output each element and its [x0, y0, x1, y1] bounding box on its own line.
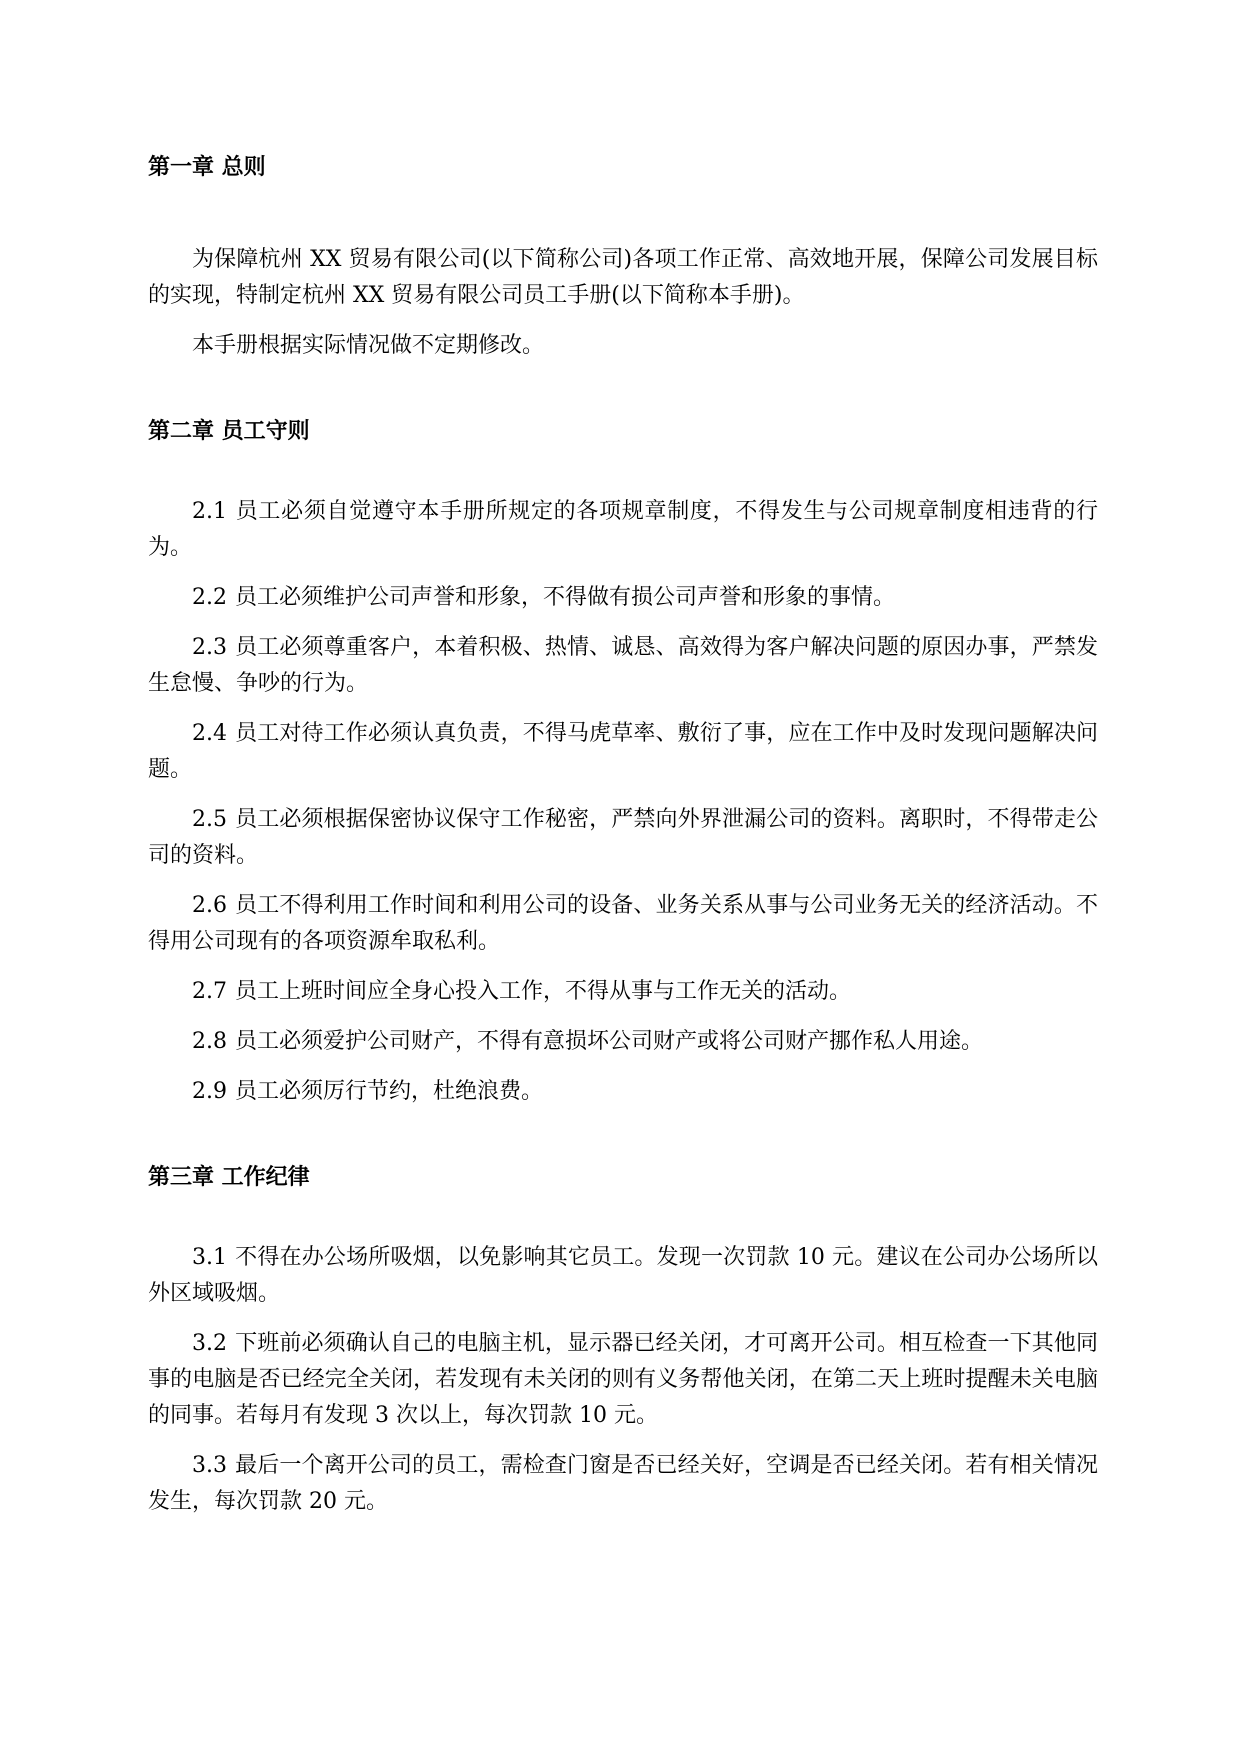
rule-number: 2.4	[192, 721, 227, 746]
document-page	[148, 150, 1098, 1520]
rule-number: 2.5	[192, 807, 227, 832]
rule-number: 2.1	[192, 499, 227, 524]
rule-text: 员工必须爱护公司财产，不得有意损坏公司财产或将公司财产挪作私人用途。	[235, 1029, 984, 1054]
rule-item	[148, 1326, 1098, 1434]
rule-text: 员工不得利用工作时间和利用公司的设备、业务关系从事与公司业务无关的经济活动。不得用公司现有的各项资源牟取私利。	[148, 893, 1098, 954]
rule-item	[148, 716, 1098, 788]
rule-number: 2.7	[192, 979, 227, 1004]
rule-text: 最后一个离开公司的员工，需检查门窗是否已经关好，空调是否已经关闭。若有相关情况发生，每次罚款 20 元。	[148, 1453, 1098, 1514]
rule-item	[148, 1240, 1098, 1312]
paragraph-text: 为保障杭州 XX 贸易有限公司(以下简称公司)各项工作正常、高效地开展，保障公司发展目标的实现，特制定杭州 XX 贸易有限公司员工手册(以下简称本手册)。	[148, 247, 1098, 308]
rule-text: 不得在办公场所吸烟，以免影响其它员工。发现一次罚款 10 元。建议在公司办公场所以外区域吸烟。	[148, 1245, 1098, 1306]
rule-item	[148, 580, 1098, 616]
chapter-1-paragraph	[148, 328, 1098, 364]
rule-number: 2.8	[192, 1029, 227, 1054]
rule-text: 员工对待工作必须认真负责，不得马虎草率、敷衍了事，应在工作中及时发现问题解决问题。	[148, 721, 1098, 782]
rule-number: 2.2	[192, 585, 227, 610]
rule-text: 员工必须尊重客户，本着积极、热情、诚恳、高效得为客户解决问题的原因办事，严禁发生怠慢、争吵的行为。	[148, 635, 1098, 696]
chapter-3-title: 第三章 工作纪律	[148, 1165, 310, 1190]
paragraph-text: 本手册根据实际情况做不定期修改。	[192, 333, 545, 358]
rule-item	[148, 1074, 1098, 1110]
rule-text: 员工必须厉行节约，杜绝浪费。	[235, 1079, 544, 1104]
rule-number: 2.6	[192, 893, 227, 918]
rule-item	[148, 1448, 1098, 1520]
rule-text: 员工必须根据保密协议保守工作秘密，严禁向外界泄漏公司的资料。离职时，不得带走公司的资料。	[148, 807, 1098, 868]
rule-item	[148, 630, 1098, 702]
chapter-2-title: 第二章 员工守则	[148, 419, 310, 444]
rule-number: 2.3	[192, 635, 227, 660]
rule-text: 员工必须自觉遵守本手册所规定的各项规章制度，不得发生与公司规章制度相违背的行为。	[148, 499, 1098, 560]
rule-item	[148, 888, 1098, 960]
rule-item	[148, 494, 1098, 566]
chapter-1-paragraph	[148, 242, 1098, 314]
rule-item	[148, 1024, 1098, 1060]
rule-number: 3.2	[192, 1331, 227, 1356]
chapter-1-title: 第一章 总则	[148, 155, 266, 180]
rule-number: 3.1	[192, 1245, 227, 1270]
rule-text: 下班前必须确认自己的电脑主机，显示器已经关闭，才可离开公司。相互检查一下其他同事的电脑是否已经完全关闭，若发现有未关闭的则有义务帮他关闭，在第二天上班时提醒未关电脑的同事。若每月有发现 3 次以上，每次罚款 10 元。	[148, 1331, 1098, 1428]
rule-item	[148, 974, 1098, 1010]
rule-item	[148, 802, 1098, 874]
rule-number: 2.9	[192, 1079, 227, 1104]
rule-number: 3.3	[192, 1453, 227, 1478]
rule-text: 员工上班时间应全身心投入工作，不得从事与工作无关的活动。	[235, 979, 852, 1004]
rule-text: 员工必须维护公司声誉和形象，不得做有损公司声誉和形象的事情。	[235, 585, 896, 610]
